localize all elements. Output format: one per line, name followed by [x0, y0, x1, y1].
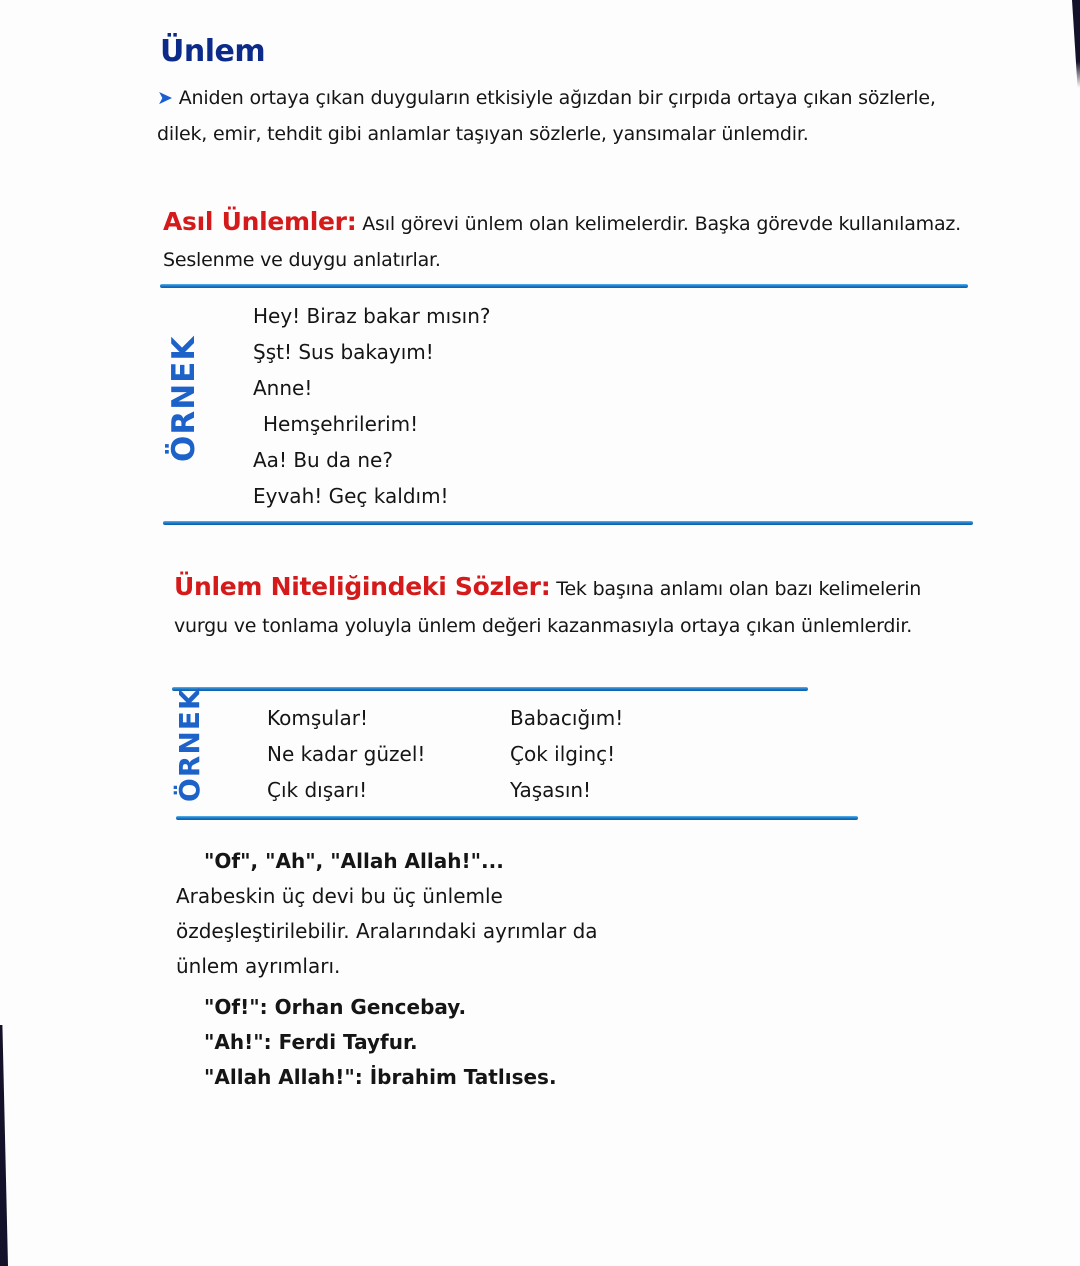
- example-label: ÖRNEK: [166, 335, 202, 462]
- example-item: Eyvah! Geç kaldım!: [253, 484, 449, 508]
- example-label: ÖRNEK: [173, 687, 206, 802]
- example-item: Komşular!: [267, 706, 368, 730]
- example-item: Şşt! Sus bakayım!: [253, 340, 434, 364]
- note-lead: "Of", "Ah", "Allah Allah!"...: [204, 849, 504, 873]
- divider-line: [176, 816, 858, 820]
- arabesk-pairs: [204, 990, 557, 1095]
- divider-line: [172, 687, 808, 691]
- example-item: Çık dışarı!: [267, 778, 368, 802]
- example-item: Hemşehrilerim!: [263, 412, 419, 436]
- divider-line: [163, 521, 973, 525]
- unlem-niteligindeki-section: [174, 568, 974, 645]
- example-item: Ne kadar güzel!: [267, 742, 426, 766]
- example-item: Babacığım!: [510, 706, 624, 730]
- intro-paragraph: [157, 80, 957, 152]
- example-item: Anne!: [253, 376, 313, 400]
- example-item: Hey! Biraz bakar mısın?: [253, 304, 491, 328]
- arabesk-note: [176, 844, 606, 984]
- note-body: Arabeskin üç devi bu üç ünlemle özdeşleştirilebilir. Aralarındaki ayrımlar da ünlem ayrımları.: [176, 884, 598, 978]
- example-item: Aa! Bu da ne?: [253, 448, 393, 472]
- page-title: Ünlem: [160, 34, 266, 69]
- example-list-right: [510, 700, 623, 808]
- photo-edge-bottom-left: [0, 1025, 8, 1266]
- section-text-asil-unlemler: Asıl görevi ünlem olan kelimelerdir. Başka görevde kullanılamaz. Seslenme ve duygu anlatırlar.: [163, 213, 962, 271]
- intro-text: Aniden ortaya çıkan duyguların etkisiyle ağızdan bir çırpıda ortaya çıkan sözlerle, dilek, emir, tehdit gibi anlamlar taşıyan sözlerle, yansımalar ünlemdir.: [157, 87, 936, 145]
- example-list-asil-unlemler: [253, 298, 491, 514]
- example-item: Yaşasın!: [510, 778, 592, 802]
- section-heading-unlem-niteligindeki: Ünlem Niteliğindeki Sözler:: [174, 572, 551, 601]
- asil-unlemler-section: [163, 204, 973, 278]
- divider-line: [160, 284, 968, 288]
- note-pair: "Allah Allah!": İbrahim Tatlıses.: [204, 1065, 557, 1089]
- note-pair: "Ah!": Ferdi Tayfur.: [204, 1030, 418, 1054]
- photo-edge-top-right: [1072, 0, 1080, 88]
- section-text-unlem-niteligindeki: Tek başına anlamı olan bazı kelimelerin vurgu ve tonlama yoluyla ünlem değeri kazanmasıyla ortaya çıkan ünlemlerdir.: [174, 578, 922, 637]
- bullet-arrow-icon: ➤: [157, 87, 173, 109]
- example-item: Çok ilginç!: [510, 742, 616, 766]
- section-heading-asil-unlemler: Asıl Ünlemler:: [163, 207, 357, 236]
- note-pair: "Of!": Orhan Gencebay.: [204, 995, 467, 1019]
- example-list-left: [267, 700, 425, 808]
